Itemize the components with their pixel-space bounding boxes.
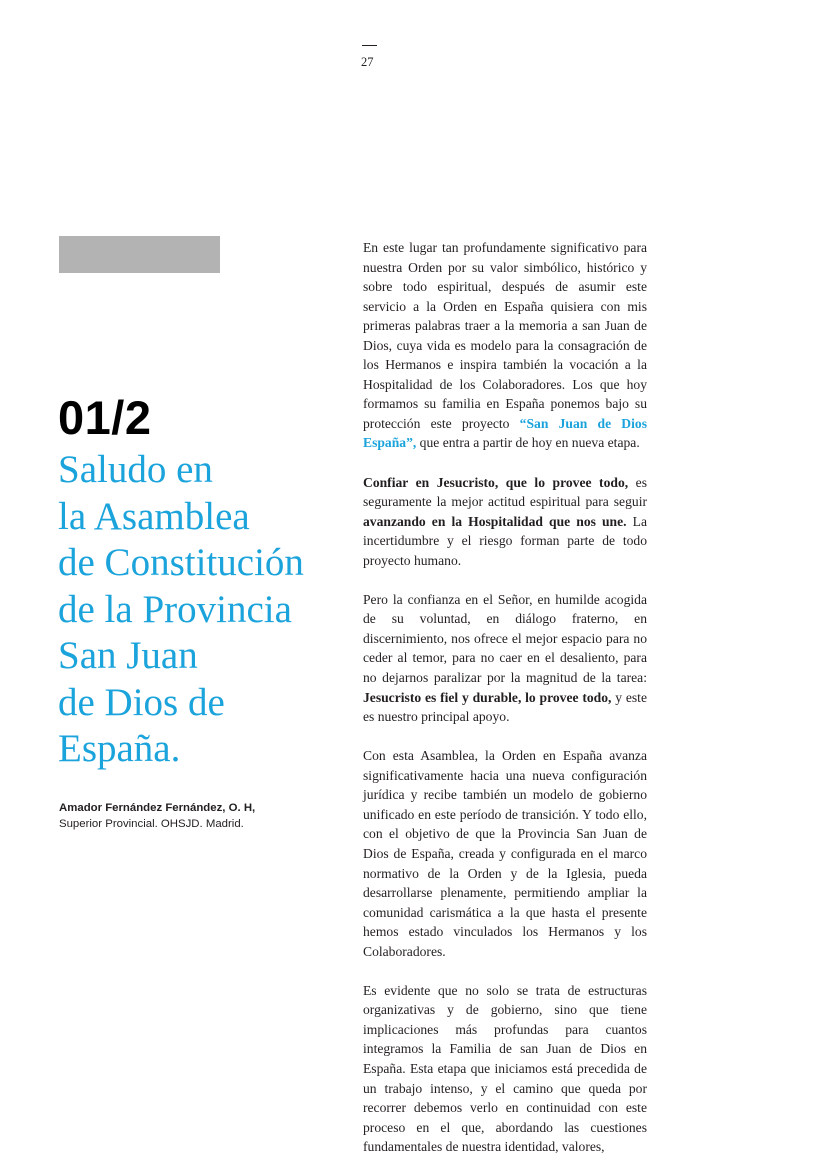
title-line: Saludo en xyxy=(58,448,213,491)
paragraph-text: Pero la confianza en el Señor, en humilde acogida de su voluntad, en diálogo fraterno, en discernimiento, nos ofrece el mejor espacio para no ceder al temor, para no caer en el desaliento, para no dejarnos paralizar por la magnitud de la tarea: xyxy=(363,591,647,686)
title-line: de Dios de xyxy=(58,680,225,724)
author-role: Superior Provincial. OHSJD. Madrid. xyxy=(59,818,244,830)
highlighted-project-name: “San Juan de Dios España”, xyxy=(363,415,647,451)
title-line: de la Provincia xyxy=(58,587,292,631)
bold-phrase: Confiar en Jesucristo, que lo provee todo, xyxy=(363,474,629,490)
paragraph-text: es seguramente la mejor actitud espiritual para seguir xyxy=(363,474,647,510)
article-title xyxy=(58,447,348,773)
title-line: de Constitución xyxy=(58,541,304,584)
paragraph xyxy=(363,238,647,453)
section-label-block xyxy=(59,236,220,273)
paragraph: Con esta Asamblea, la Orden en España avanza significativamente hacia una nueva configuración jurídica y recibe también un modelo de gobierno unificado en este período de transición. Y todo ello, con el objetivo de que la Provincia San Juan de Dios de España, creada y configurada en el marco normativo de la Orden y de la Iglesia, pueda desarrollarse plenamente, permitiendo ampliar la comunidad carismática a la que hasta el presente hemos estado vinculados los Hermanos y los Colaboradores. xyxy=(363,748,647,959)
title-line: la Asamblea xyxy=(58,494,250,538)
paragraph xyxy=(363,590,647,727)
body-column xyxy=(363,238,647,1176)
author-byline xyxy=(59,800,255,832)
title-line: España. xyxy=(58,727,181,770)
bold-phrase: avanzando en la Hospitalidad que nos une. xyxy=(363,513,627,529)
paragraph: Es evidente que no solo se trata de estructuras organizativas y de gobierno, sino que tiene implicaciones más profundas para cuantos integramos la Familia de san Juan de Dios en España. Esta etapa que iniciamos está precedida de un trabajo intenso, y el camino que queda por recorrer debemos verlo en continuidad con este proceso en el que, abordando las cuestiones fundamentales de nuestra identidad, valores, xyxy=(363,982,647,1155)
bold-phrase: Jesucristo es fiel y durable, lo provee todo, xyxy=(363,689,612,705)
paragraph-text: La incertidumbre y el riesgo forman parte de todo proyecto humano. xyxy=(363,513,647,568)
paragraph xyxy=(363,473,647,571)
author-name: Amador Fernández Fernández, O. H, xyxy=(59,802,256,814)
paragraph-text: y este es nuestro principal apoyo. xyxy=(363,689,647,725)
paragraph-text: que entra a partir de hoy en nueva etapa. xyxy=(416,435,640,451)
folio-rule xyxy=(362,45,377,46)
title-line: San Juan xyxy=(58,634,198,677)
page-number: 27 xyxy=(361,55,374,69)
section-number: 01/2 xyxy=(58,391,152,444)
paragraph-text: En este lugar tan profundamente significativo para nuestra Orden por su valor simbólico, histórico y sobre todo espiritual, después de asumir este servicio a la Orden en España quisiera con mis primeras palabras traer a la memoria a san Juan de Dios, cuya vida es modelo para la consagración de los Hermanos e inspira también la vocación a la Hospitalidad de los Colaboradores. Los que hoy formamos su familia en España ponemos bajo su protección este proyecto xyxy=(363,240,647,431)
